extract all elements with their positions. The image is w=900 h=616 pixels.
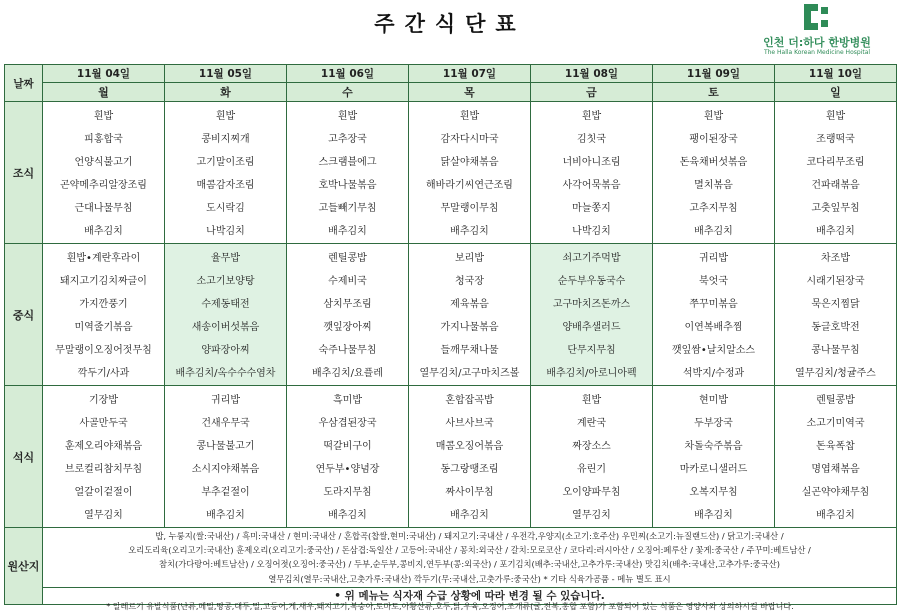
menu-item: 사각어묵볶음: [562, 180, 621, 191]
menu-item: 돈육채버섯볶음: [679, 157, 748, 168]
menu-item: 수제동태전: [201, 299, 250, 310]
menu-item: 떡갈비구이: [323, 441, 372, 452]
date-cell: 11월 04일: [43, 65, 165, 83]
menu-item: 김칫국: [577, 134, 606, 145]
menu-item: 배추김치: [816, 510, 855, 521]
menu-cell: [43, 102, 165, 244]
hospital-logo: [742, 4, 892, 60]
menu-item: 순두부우동국수: [557, 276, 626, 287]
allergy-notice: * 알레르기 유발식품(난류,메밀,땅콩,대두,밀,고등어,게,새우,돼지고기,복숭아,토마토,아황산류,호두,닭,우육,오징어,조개류(굴,전복,홍합 포함)가 포함되어 있는 식품은 영양사와 상의하시길 바랍니다.: [106, 602, 794, 611]
menu-cell: [409, 244, 531, 386]
menu-item: 돼지고기김치짜글이: [60, 276, 147, 287]
menu-item: 콩비지찌개: [201, 134, 250, 145]
date-cell: 11월 08일: [531, 65, 653, 83]
menu-item: 동그랑땡조림: [440, 464, 499, 475]
menu-item: 오복지무침: [689, 487, 738, 498]
menu-cell: [531, 386, 653, 528]
logo-mark-icon: [804, 4, 828, 30]
menu-item: 흰밥: [459, 111, 480, 122]
origin-line: 열무김치(열무:국내산,고춧가루:국내산) 깍두기(무:국내산,고춧가루:중국산) * 기타 식육가공품 - 메뉴 별도 표시: [268, 573, 671, 584]
logo-subtitle: The Halla Korean Medicine Hospital: [763, 49, 871, 56]
menu-item: 단무지무침: [567, 345, 616, 356]
day-cell: 일: [775, 83, 897, 102]
menu-item: 근대나물무침: [74, 203, 133, 214]
menu-item: 깍두기/사과: [77, 368, 130, 379]
menu-item: 얼갈이겉절이: [74, 487, 133, 498]
meal-row: [5, 386, 897, 528]
menu-item: 배추김치: [328, 510, 367, 521]
menu-cell: [775, 386, 897, 528]
menu-item: 양배추샐러드: [562, 322, 621, 333]
menu-cell: [409, 386, 531, 528]
meal-row: [5, 102, 897, 244]
day-cell: 화: [165, 83, 287, 102]
menu-cell: [653, 102, 775, 244]
date-header-row: [5, 65, 897, 83]
menu-item: 흑미밥: [333, 395, 362, 406]
menu-item: 열무김치: [572, 510, 611, 521]
menu-cell: [287, 244, 409, 386]
menu-item: 귀리밥: [211, 395, 240, 406]
menu-item: 소고기미역국: [806, 418, 865, 429]
date-cell: 11월 07일: [409, 65, 531, 83]
menu-item: 곤약메추리알장조림: [60, 180, 147, 191]
menu-item: 코다리무조림: [806, 157, 865, 168]
menu-item: 닭살야채볶음: [440, 157, 499, 168]
menu-item: 삼치무조림: [323, 299, 372, 310]
menu-cell: [287, 102, 409, 244]
day-cell: 토: [653, 83, 775, 102]
menu-item: 콩나물무침: [811, 345, 860, 356]
menu-item: 흰밥•계란후라이: [66, 253, 141, 264]
menu-cell: [775, 102, 897, 244]
menu-item: 나박김치: [206, 226, 245, 237]
menu-item: 배추김치: [694, 510, 733, 521]
menu-item: 배추김치: [694, 226, 733, 237]
menu-item: 깻잎쌈•날치알소스: [671, 345, 756, 356]
origin-label: 원산지: [5, 528, 43, 605]
menu-item: 렌틸콩밥: [328, 253, 367, 264]
menu-item: 청국장: [455, 276, 484, 287]
menu-item: 흰밥: [825, 111, 846, 122]
menu-cell: [775, 244, 897, 386]
menu-item: 조랭떡국: [816, 134, 855, 145]
menu-item: 양파장아찌: [201, 345, 250, 356]
menu-item: 도라지무침: [323, 487, 372, 498]
date-label: 날짜: [5, 65, 43, 102]
page-title: 주간식단표: [374, 12, 526, 36]
menu-item: 부추겉절이: [201, 487, 250, 498]
menu-item: 브로컬리참치무침: [64, 464, 143, 475]
menu-item: 깻잎장아찌: [323, 322, 372, 333]
menu-item: 묵은지찜닭: [811, 299, 860, 310]
menu-cell: [287, 386, 409, 528]
menu-item: 너비아니조림: [562, 157, 621, 168]
menu-item: 감자다시마국: [440, 134, 499, 145]
menu-item: 무말랭이오징어젓무침: [55, 345, 152, 356]
menu-item: 배추김치/요플레: [312, 368, 383, 379]
menu-item: 흰밥: [337, 111, 358, 122]
menu-item: 고들빼기무침: [318, 203, 377, 214]
menu-item: 건파래볶음: [811, 180, 860, 191]
origin-line: 참치(가다랑어:베트남산) / 오징어젓(오징어:중국산) / 두부,순두부,콩비지,연두부(콩:외국산) / 포기김치(배추:국내산,고추가루:국내산) 맛김치(배추:국내산,고추가루:중국산): [159, 559, 780, 570]
menu-item: 유린기: [577, 464, 606, 475]
menu-item: 쭈꾸미볶음: [689, 299, 738, 310]
menu-item: 우삼겹된장국: [318, 418, 377, 429]
menu-item: 고구마치즈돈까스: [552, 299, 631, 310]
menu-item: 기장밥: [89, 395, 118, 406]
weekly-menu-table: [4, 64, 897, 605]
menu-item: 시래기된장국: [806, 276, 865, 287]
menu-item: 매콤오징어볶음: [435, 441, 504, 452]
menu-item: 소고기보양탕: [196, 276, 255, 287]
menu-item: 짜장소스: [572, 441, 611, 452]
menu-item: 사브사브국: [445, 418, 494, 429]
origin-cell: [43, 528, 897, 588]
date-cell: 11월 09일: [653, 65, 775, 83]
menu-item: 고기말이조림: [196, 157, 255, 168]
menu-item: 배추김치: [450, 510, 489, 521]
menu-item: 배추김치: [328, 226, 367, 237]
menu-item: 가지깐풍기: [79, 299, 128, 310]
menu-item: 피홍합국: [84, 134, 123, 145]
menu-cell: [43, 386, 165, 528]
menu-cell: [409, 102, 531, 244]
menu-item: 흰밥: [581, 395, 602, 406]
menu-item: 고추장국: [328, 134, 367, 145]
menu-item: 차돌숙주볶음: [684, 441, 743, 452]
menu-item: 실곤약야채무침: [801, 487, 870, 498]
menu-item: 열무김치/청귤주스: [795, 368, 876, 379]
menu-item: 보리밥: [455, 253, 484, 264]
menu-item: 열무김치: [84, 510, 123, 521]
menu-item: 스크램블에그: [318, 157, 377, 168]
menu-item: 콩나물불고기: [196, 441, 255, 452]
date-cell: 11월 05일: [165, 65, 287, 83]
menu-item: 열무김치/고구마치즈볼: [419, 368, 520, 379]
menu-item: 호박나물볶음: [318, 180, 377, 191]
menu-item: 무말랭이무침: [440, 203, 499, 214]
menu-item: 현미밥: [699, 395, 728, 406]
menu-cell: [531, 102, 653, 244]
menu-item: 나박김치: [572, 226, 611, 237]
menu-item: 가지나물볶음: [440, 322, 499, 333]
menu-item: 새송이버섯볶음: [191, 322, 260, 333]
menu-item: 팽이된장국: [689, 134, 738, 145]
menu-item: 멸치볶음: [694, 180, 733, 191]
menu-item: 숙주나물무침: [318, 345, 377, 356]
menu-item: 흰밥: [703, 111, 724, 122]
menu-item: 건새우무국: [201, 418, 250, 429]
day-cell: 월: [43, 83, 165, 102]
menu-item: 석박지/수정과: [682, 368, 745, 379]
day-cell: 금: [531, 83, 653, 102]
menu-item: 훈제오리야채볶음: [64, 441, 143, 452]
date-cell: 11월 10일: [775, 65, 897, 83]
menu-item: 들깨무채나물: [440, 345, 499, 356]
meal-label: 조식: [5, 102, 43, 244]
menu-cell: [165, 102, 287, 244]
menu-item: 북엇국: [699, 276, 728, 287]
menu-item: 마늘쫑지: [572, 203, 611, 214]
menu-item: 흰밥: [93, 111, 114, 122]
menu-item: 배추김치: [816, 226, 855, 237]
menu-item: 짜사이무침: [445, 487, 494, 498]
menu-item: 차조밥: [821, 253, 850, 264]
menu-cell: [43, 244, 165, 386]
menu-item: 소시지야채볶음: [191, 464, 260, 475]
origin-row: [5, 528, 897, 588]
menu-item: 도시락김: [206, 203, 245, 214]
origin-line: 오리도리육(오리고기:국내산) 훈제오리(오리고기:중국산) / 돈삼겹:독일산 / 고등어:국내산 / 꽁치:외국산 / 갈치:모로코산 / 코다리:러시아산 / 오징어:페루산 / 꽃게:중국산 / 주꾸미:베트남산 /: [128, 545, 811, 556]
menu-item: 흰밥: [215, 111, 236, 122]
menu-item: 두부장국: [694, 418, 733, 429]
menu-item: 연두부•양념장: [315, 464, 380, 475]
meal-label: 석식: [5, 386, 43, 528]
meal-body: [5, 102, 897, 528]
menu-item: 배추김치: [206, 510, 245, 521]
menu-item: 렌틸콩밥: [816, 395, 855, 406]
menu-cell: [653, 386, 775, 528]
menu-item: 고춧잎무침: [811, 203, 860, 214]
day-header-row: [5, 83, 897, 102]
menu-item: 이연복배추찜: [684, 322, 743, 333]
date-cell: 11월 06일: [287, 65, 409, 83]
menu-item: 배추김치/아로니아펙: [546, 368, 637, 379]
day-cell: 목: [409, 83, 531, 102]
menu-item: 율무밥: [211, 253, 240, 264]
meal-row: [5, 244, 897, 386]
origin-line: 밥, 누룽지(쌀:국내산) / 흑미:국내산 / 현미:국내산 / 혼합곡(찹쌀,현미:국내산) / 돼지고기:국내산 / 우전각,우양지(소고기:호주산) 우민찌(소고기:뉴질랜드산) / 닭고기:국내산 /: [155, 531, 784, 541]
menu-item: 배추김치: [450, 226, 489, 237]
menu-item: 돈육폭찹: [816, 441, 855, 452]
menu-item: 흰밥: [581, 111, 602, 122]
menu-item: 언양식불고기: [74, 157, 133, 168]
menu-item: 배추김치/옥수수수염차: [175, 368, 276, 379]
menu-item: 제육볶음: [450, 299, 489, 310]
menu-item: 오이양파무침: [562, 487, 621, 498]
menu-cell: [531, 244, 653, 386]
menu-item: 계란국: [577, 418, 606, 429]
menu-item: 고추지무침: [689, 203, 738, 214]
menu-item: 혼합잡곡밥: [445, 395, 494, 406]
menu-item: 수제비국: [328, 276, 367, 287]
change-notice: • 위 메뉴는 식자재 수급 상황에 따라 변경 될 수 있습니다.: [43, 587, 897, 604]
menu-item: 마카로니샐러드: [679, 464, 748, 475]
logo-name: 인천 더:하다 한방병원: [763, 36, 871, 49]
menu-item: 매콤감자조림: [196, 180, 255, 191]
menu-cell: [165, 244, 287, 386]
menu-item: 동글호박전: [811, 322, 860, 333]
menu-item: 귀리밥: [699, 253, 728, 264]
menu-item: 해바라기씨연근조림: [426, 180, 513, 191]
menu-item: 사골만두국: [79, 418, 128, 429]
menu-item: 명엽채볶음: [811, 464, 860, 475]
meal-label: 중식: [5, 244, 43, 386]
menu-item: 쇠고기주먹밥: [562, 253, 621, 264]
menu-item: 미역줄기볶음: [74, 322, 133, 333]
day-cell: 수: [287, 83, 409, 102]
menu-cell: [165, 386, 287, 528]
menu-item: 배추김치: [84, 226, 123, 237]
menu-cell: [653, 244, 775, 386]
